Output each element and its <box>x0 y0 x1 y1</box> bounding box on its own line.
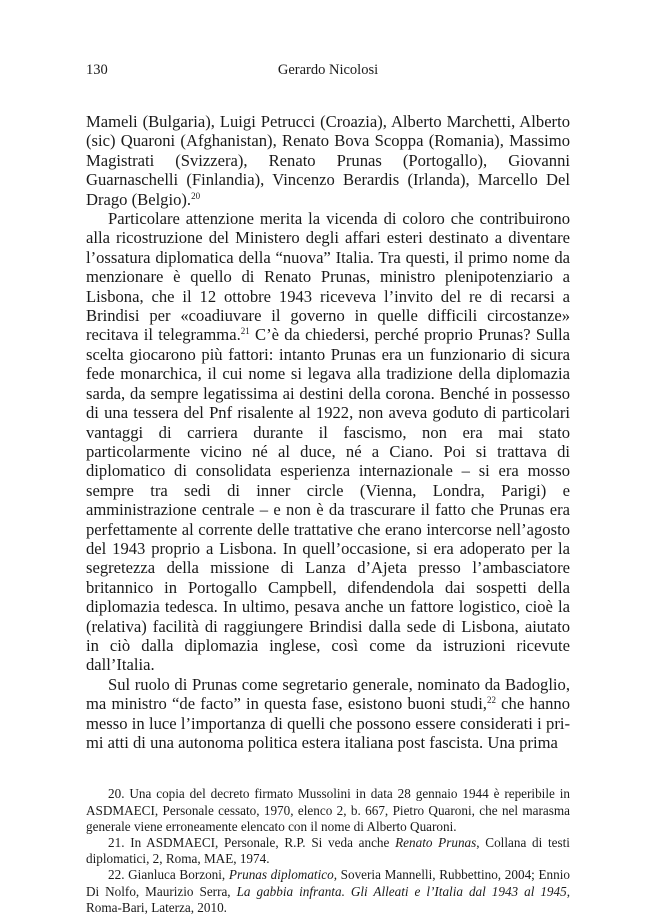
paragraph-2-text-a: Particolare attenzione merita la vicenda di coloro che contribuirono alla ricostruzione del Ministero degli affari esteri destinato a diventare l’ossatura diplomatica della “nuova” Italia. Tra questi, il primo nome da menzionare è quello di Renato Prunas, ministro plenipotenziario a Lisbona, che il 12 ottobre 1943 riceveva l’invito del re di recarsi a Brindisi per «coadiuvare il governo in quelle difficili circostanze» recitava il telegramma. <box>86 209 570 345</box>
footnote-22-text-a: 22. Gianluca Borzoni, <box>108 867 229 883</box>
footnote-ref-21: 21 <box>240 326 250 337</box>
footnote-22-italic-b: La gabbia infranta. Gli Alleati e l’Italia dal 1943 al 1945 <box>236 883 567 899</box>
footnote-22-text-b: , Soveria Mannelli, Rubbettino, 2004; Ennio Di Nolfo, Maurizio Serra, <box>86 867 570 899</box>
footnote-21-text-a: 21. In ASDMAECI, Personale, R.P. Si veda anche <box>108 835 396 851</box>
footnote-20: 20. Una copia del decreto firmato Mussolini in data 28 gennaio 1944 è reperibile in ASDMAECI, Personale cessato, 1970, elenco 2, b. 667, Pietro Quaroni, che nel marasma generale viene erroneamente elencato con il nome di Alberto Quaroni. <box>86 786 570 834</box>
footnote-21 <box>86 835 570 867</box>
page-number: 130 <box>86 62 108 78</box>
footnote-21-text-b: , Collana di testi diplomatici, 2, Roma, MAE, 1974. <box>86 835 570 867</box>
footnote-21-italic: Renato Prunas <box>395 835 477 851</box>
running-head: Gerardo Nicolosi <box>277 62 379 78</box>
paragraph-3-text-a: Sul ruolo di Prunas come segretario generale, nominato da Badoglio, ma ministro “de facto” in questa fase, esistono buoni studi, <box>86 674 570 714</box>
footnote-22-italic-a: Prunas diplomatico <box>228 867 334 883</box>
footnote-22-text-c: , Roma-Bari, Laterza, 2010. <box>86 883 570 915</box>
footnote-ref-20: 20 <box>191 190 201 201</box>
paragraph-2-text-b: C’è da chiedersi, perché proprio Prunas? Sulla scelta giocarono più fattori: intanto Prunas era un funzionario di sicura fede monarchica, il cui nome si legava alla tradizione della diplomazia sarda, da sempre legatissima ai destini della corona. Benché in possesso di una tessera del Pnf risalente al 1922, non aveva goduto di particolari vantaggi di carriera durante il fascismo, non era mai stato particolarmente vicino né al duce, né a Ciano. Poi si trattava di diplomatico di consolidata esperienza internazionale – si era mosso sempre tra sedi di inner circle (Vienna, Londra, Parigi) e amministrazione centrale – e non è da trascurare il fatto che Prunas era perfettamente al corrente delle trattative che erano intercorse nell’agosto del 1943 proprio a Lisbona. In quell’occasione, si era adoperato per la segretezza della missione di Lanza d’Ajeta presso l’ambasciatore britannico in Portogallo Campbell, difendendola dai sospetti della diplomazia tedesca. In ultimo, pesava anche un fattore logistico, cioè la (relativa) facilità di raggiungere Brindisi dalla sede di Lisbona, aiutato in ciò dalla diplomazia inglese, così come da istruzioni ricevute dall’Italia. <box>86 325 570 675</box>
paragraph-1 <box>86 112 570 209</box>
page-header <box>86 62 570 84</box>
footnote-ref-22: 22 <box>486 695 496 706</box>
paragraph-2 <box>86 209 570 675</box>
footnotes <box>86 786 570 916</box>
paragraph-1-text: Mameli (Bulgaria), Luigi Petrucci (Croazia), Alberto Marchetti, Alberto (sic) Quaroni (Afghanistan), Renato Bova Scoppa (Romania), Massimo Magistrati (Svizzera), Renato Prunas (Portogallo), Giovanni Guarnaschelli (Finlandia), Vincenzo Berardis (Irlanda), Marcello Del Drago (Belgio). <box>86 112 570 209</box>
footnote-22 <box>86 867 570 916</box>
paragraph-3 <box>86 675 570 753</box>
main-text <box>86 112 570 752</box>
book-page <box>86 62 570 916</box>
paragraph-3-text-b: che hanno messo in luce l’importanza di quelli che possono essere considerati i primi atti di una autonoma politica estera italiana post fascista. Una prima <box>86 694 570 752</box>
